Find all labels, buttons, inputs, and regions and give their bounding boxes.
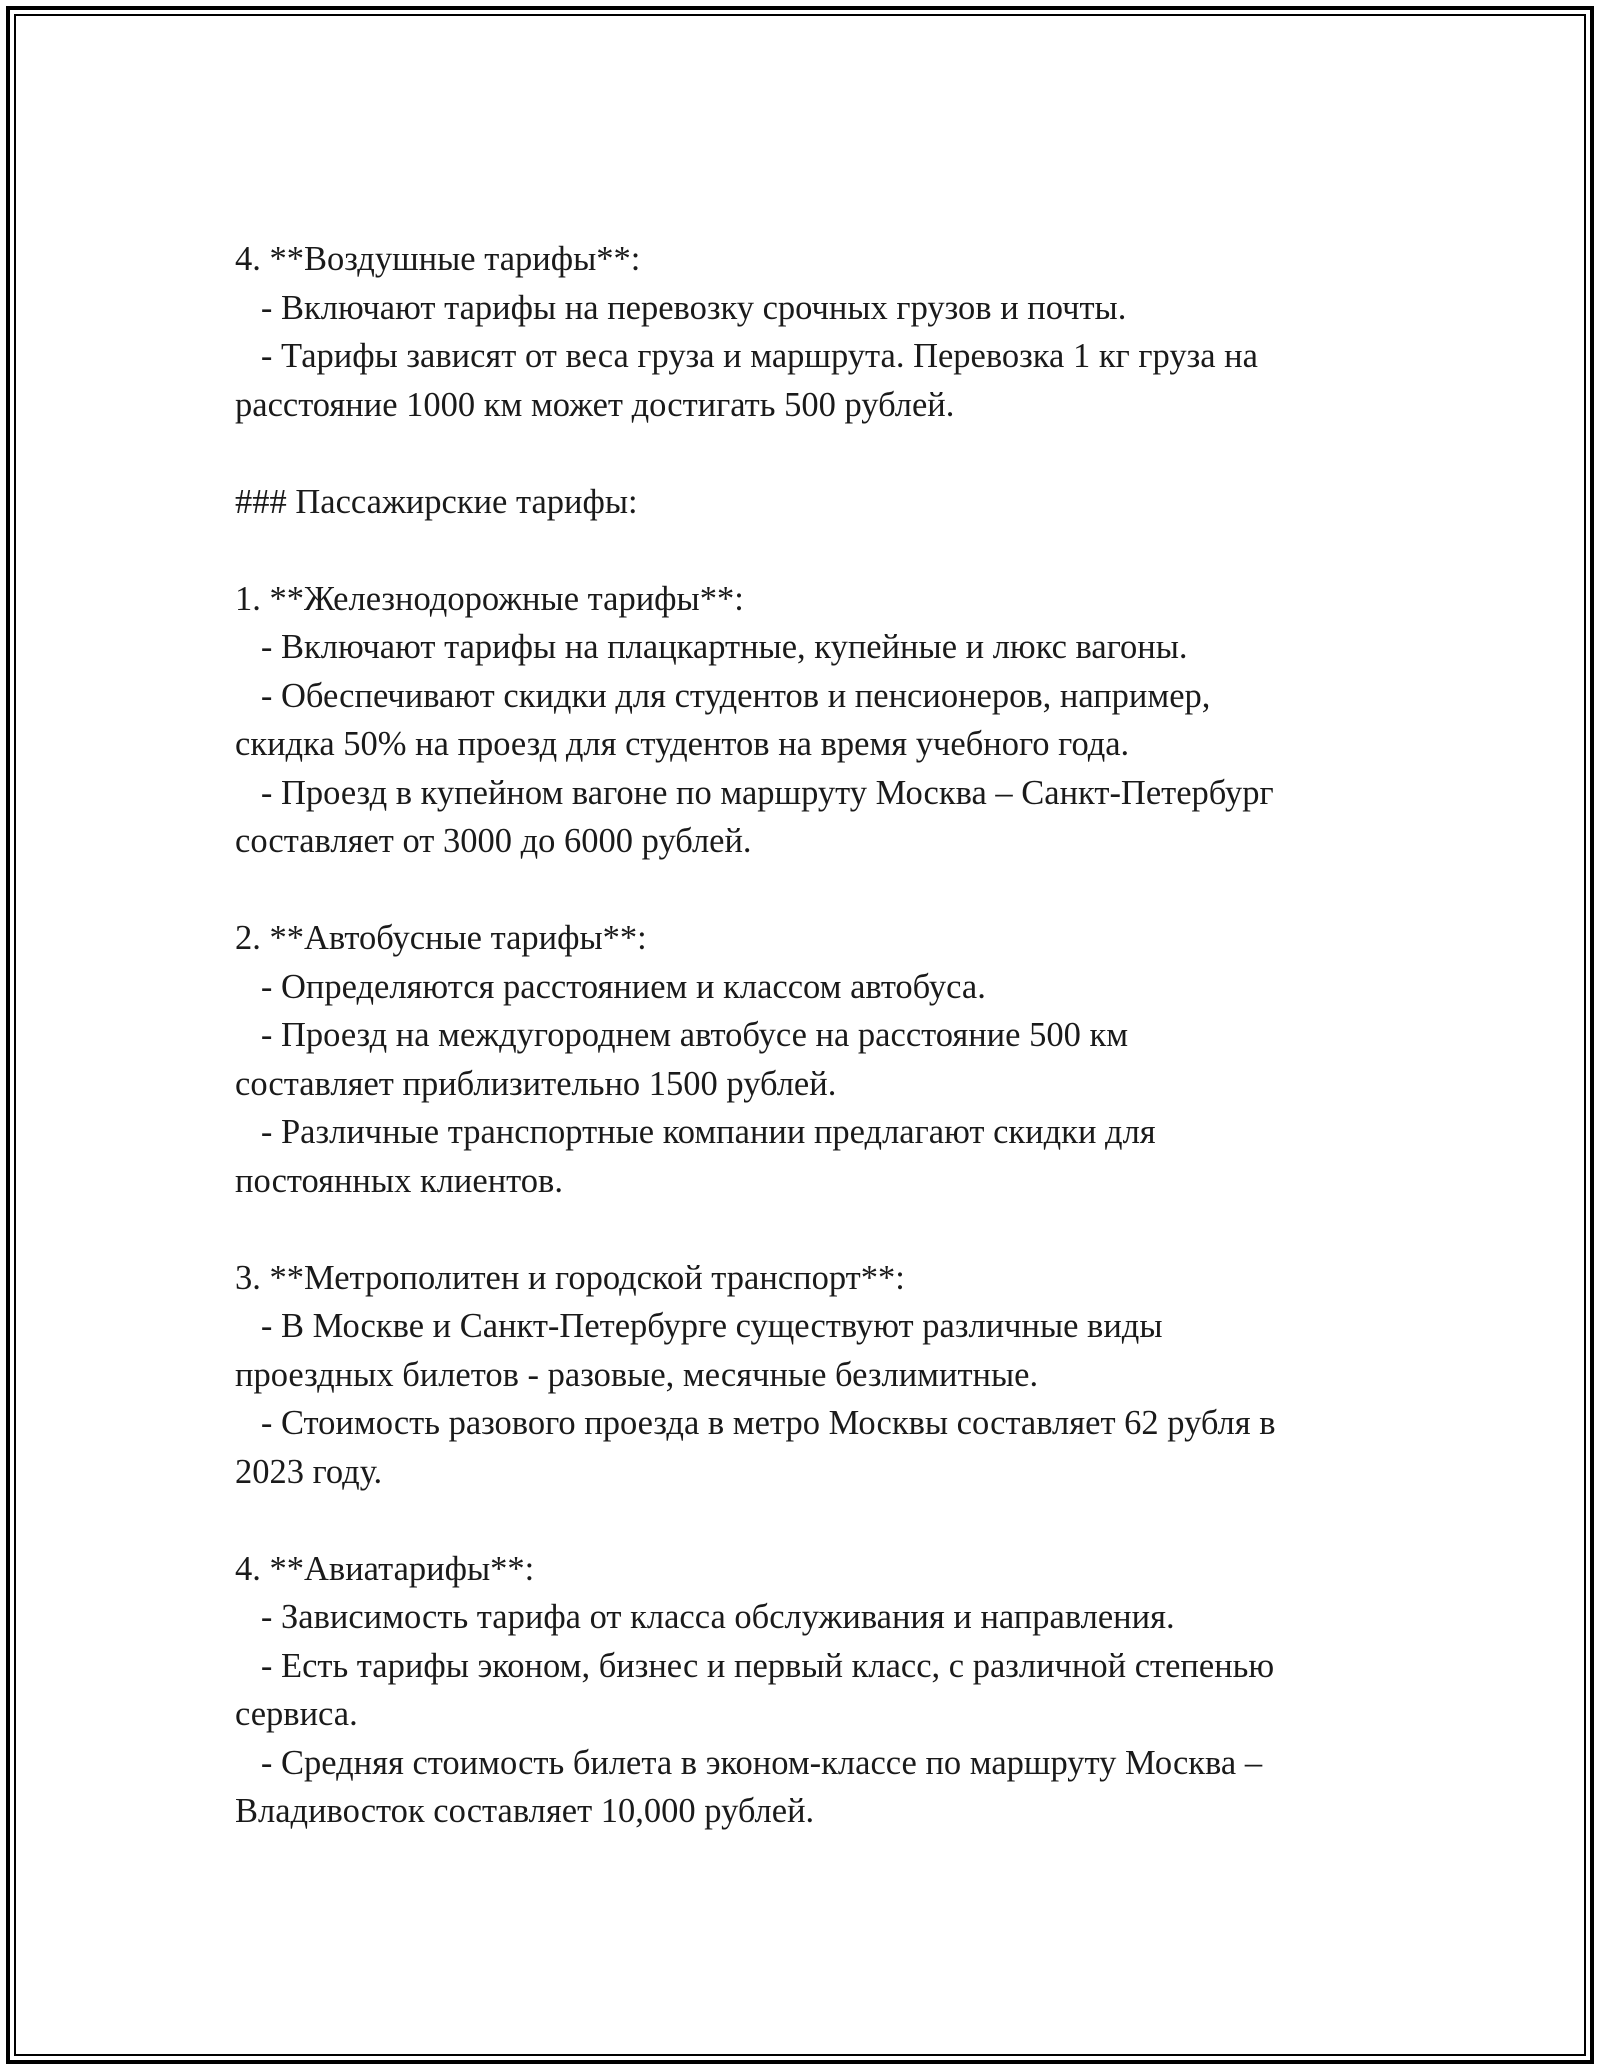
section-heading: 4. **Авиатарифы**:	[235, 1549, 535, 1588]
section-heading: 1. **Железнодорожные тарифы**:	[235, 579, 744, 618]
bullet-line: - В Москве и Санкт-Петербурге существуют различные виды	[235, 1307, 1163, 1345]
spacer	[235, 526, 1365, 575]
metro-section	[235, 1254, 1365, 1497]
bus-section	[235, 914, 1365, 1205]
bullet-continuation: сервиса.	[235, 1695, 358, 1733]
bullet-continuation: проездных билетов - разовые, месячные безлимитные.	[235, 1355, 1039, 1394]
bullet-line: - Проезд в купейном вагоне по маршруту Москва – Санкт-Петербург	[235, 773, 1274, 812]
bullet-line: - Средняя стоимость билета в эконом-классе по маршруту Москва –	[235, 1743, 1263, 1782]
bullet-line: - Тарифы зависят от веса груза и маршрута. Перевозка 1 кг груза на	[235, 337, 1258, 375]
passenger-section-heading: ### Пассажирские тарифы:	[235, 482, 638, 521]
bullet-line: - Включают тарифы на плацкартные, купейные и люкс вагоны.	[235, 628, 1188, 666]
bullet-continuation: составляет от 3000 до 6000 рублей.	[235, 822, 752, 860]
bullet-continuation: постоянных клиентов.	[235, 1161, 563, 1200]
bullet-line: - Включают тарифы на перевозку срочных грузов и почты.	[235, 288, 1127, 327]
bullet-line: - Проезд на междугороднем автобусе на расстояние 500 км	[235, 1016, 1129, 1054]
bullet-continuation: скидка 50% на проезд для студентов на время учебного года.	[235, 725, 1130, 763]
bullet-continuation: составляет приблизительно 1500 рублей.	[235, 1064, 837, 1103]
bullet-line: - Различные транспортные компании предлагают скидки для	[235, 1113, 1156, 1151]
bullet-line: - Определяются расстоянием и классом автобуса.	[235, 967, 986, 1006]
bullet-continuation: Владивосток составляет 10,000 рублей.	[235, 1792, 815, 1830]
section-heading: 3. **Метрополитен и городской транспорт**:	[235, 1258, 905, 1297]
bullet-line: - Есть тарифы эконом, бизнес и первый класс, с различной степенью	[235, 1646, 1275, 1685]
document-body	[235, 235, 1365, 1836]
bullet-line: - Стоимость разового проезда в метро Москвы составляет 62 рубля в	[235, 1404, 1276, 1442]
spacer	[235, 1496, 1365, 1545]
section-heading: 4. **Воздушные тарифы**:	[235, 240, 641, 278]
bullet-continuation: 2023 году.	[235, 1452, 383, 1491]
section-heading: 2. **Автобусные тарифы**:	[235, 919, 647, 957]
air-freight-section	[235, 235, 1365, 429]
bullet-line: - Зависимость тарифа от класса обслуживания и направления.	[235, 1598, 1175, 1636]
spacer	[235, 866, 1365, 915]
spacer	[235, 429, 1365, 478]
spacer	[235, 1205, 1365, 1254]
bullet-continuation: расстояние 1000 км может достигать 500 рублей.	[235, 385, 955, 424]
rail-section	[235, 575, 1365, 866]
bullet-line: - Обеспечивают скидки для студентов и пенсионеров, например,	[235, 676, 1211, 715]
aviation-section	[235, 1545, 1365, 1836]
